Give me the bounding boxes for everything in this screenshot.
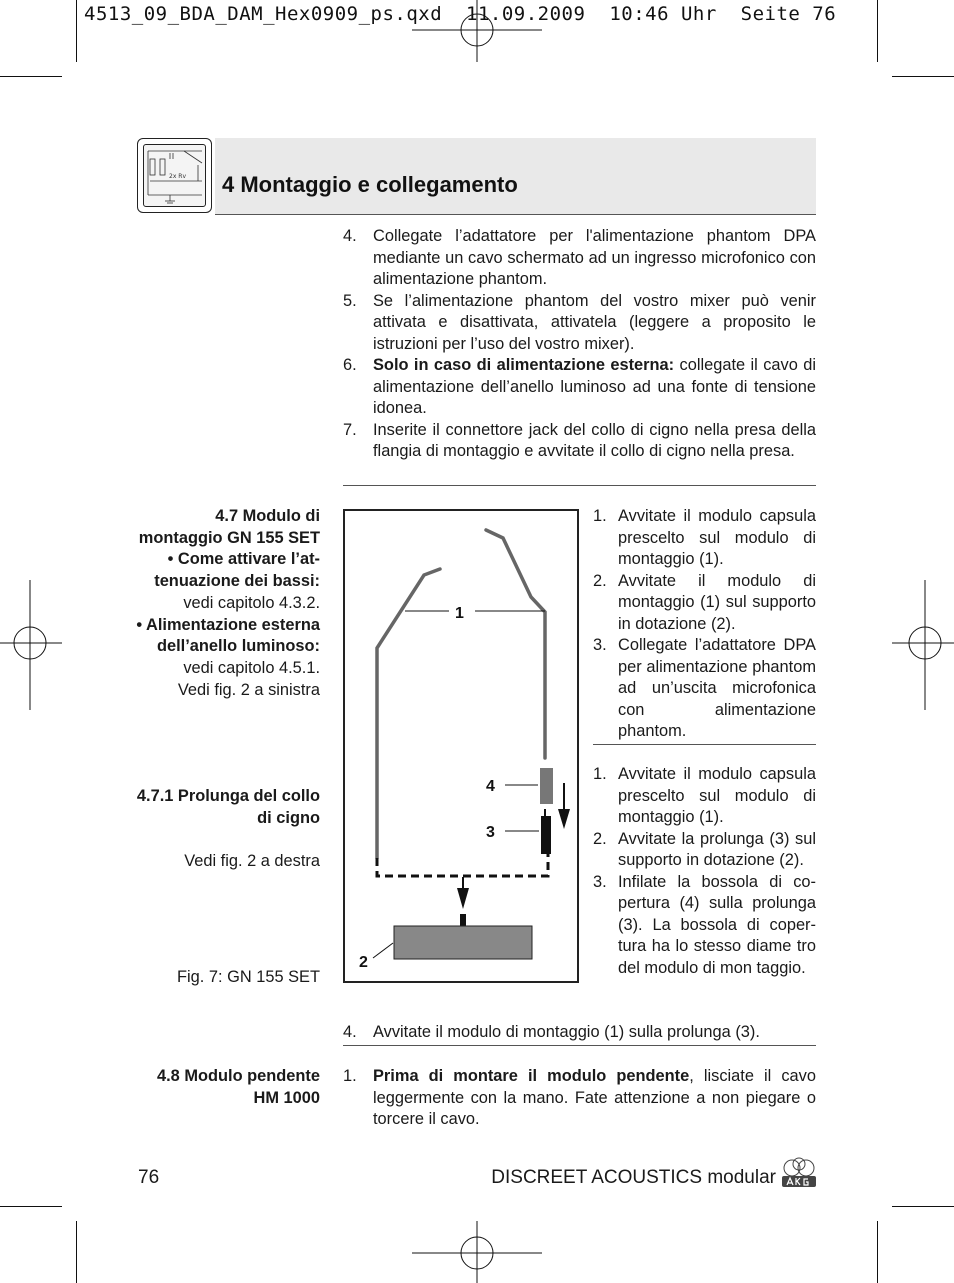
section-heading-4-7-1: 4.7.1 Prolunga del collo di cigno	[136, 787, 320, 827]
step-item	[343, 1066, 816, 1131]
step-text: Infilate la bossola di copertura (4) sulla prolunga (3). La bossola di copertura ha lo stesso diame tro del modulo di mon taggio.	[618, 872, 816, 977]
step-item	[593, 764, 816, 829]
icon-label: 2x Rv	[169, 173, 186, 180]
figure-caption: Fig. 7: GN 155 SET	[176, 968, 320, 986]
step-bold: Solo in caso di alimentazione esterna:	[373, 356, 675, 374]
step-bold: Prima di montare il modulo pendente	[373, 1067, 690, 1085]
step-item	[343, 420, 816, 463]
gooseneck-illustration	[345, 511, 577, 981]
step-item	[343, 226, 816, 291]
section-heading-4-8: 4.8 Modulo pendente HM 1000	[156, 1067, 320, 1107]
registration-mark-bottom	[412, 1221, 542, 1283]
registration-mark-top	[412, 0, 542, 62]
registration-mark-left	[0, 580, 62, 710]
step-number: 1.	[593, 507, 607, 525]
bullet-external-power: • Alimentazione esterna dell’anello luminoso: vedi capitolo 4.5.1.	[136, 615, 320, 677]
step-text: Collegate l’adattatore DPA per alimentazione phantom ad un’uscita microfonica con alimentazione phantom.	[618, 636, 816, 740]
top-steps	[343, 226, 816, 463]
step-number: 4.	[343, 227, 357, 245]
step-text: Avvitate il modulo capsula prescelto sul modulo di montaggio (1).	[618, 507, 816, 568]
step-item	[593, 571, 816, 636]
section-4-7-1-step-4: 4. Avvitate il modulo di montaggio (1) sulla prolunga (3).	[343, 1023, 760, 1041]
section-4-7-steps	[593, 506, 816, 743]
registration-mark-right	[892, 580, 954, 710]
step-item	[593, 506, 816, 571]
print-slug: 4513_09_BDA_DAM_Hex0909_ps.qxd 11.09.2009 10:46 Uhr Seite 76	[84, 3, 837, 25]
step-text: Avvitate la prolunga (3) sul supporto in dotazione (2).	[618, 829, 816, 869]
step-text: Inserite il connettore jack del collo di cigno nella presa della flangia di montaggio e avvitate il collo di cigno nella presa.	[373, 420, 816, 460]
step-number: 1.	[343, 1067, 357, 1085]
step-item	[593, 635, 816, 743]
step-number: 3.	[593, 636, 607, 654]
callout-3: 3	[486, 824, 495, 841]
callout-2: 2	[359, 954, 368, 971]
step-number: 5.	[343, 291, 357, 310]
section-divider-4-7-1	[343, 1045, 816, 1046]
mount-base	[394, 926, 532, 959]
step-text: collegate il cavo di alimentazione dell’anello luminoso ad una fonte di tensione idonea.	[373, 356, 816, 417]
step-number: 2.	[593, 829, 607, 848]
step-text: Avvitate il modulo di montaggio (1) sul supporto in dotazione (2).	[618, 571, 816, 633]
step-item	[593, 872, 816, 980]
callout-1: 1	[455, 605, 464, 622]
bullet-bass-attenuation: • Come attivare l’attenuazione dei bassi: vedi capitolo 4.3.2.	[154, 550, 320, 612]
step-text: Collegate l’adattatore per l'alimentazione phantom DPA mediante un cavo schermato ad un ingresso microfonico con alimentazione phantom.	[373, 227, 816, 288]
step-number: 2.	[593, 571, 607, 590]
section-heading-4-7: 4.7 Modulo di montaggio GN 155 SET	[138, 507, 320, 547]
step-item	[343, 355, 816, 420]
section-4-7-1-sidebar	[135, 786, 320, 873]
chapter-icon	[137, 138, 212, 213]
step-number: 7.	[343, 420, 357, 439]
akg-logo-icon	[780, 1157, 818, 1189]
figure-gn155-set	[343, 509, 579, 983]
page-number: 76	[138, 1167, 160, 1188]
step-item	[593, 829, 816, 872]
chapter-title: 4 Montaggio e collegamento	[222, 172, 518, 197]
circuit-diagram-icon	[144, 145, 205, 206]
step-number: 1.	[593, 765, 607, 783]
section-4-7-1-steps	[593, 764, 816, 979]
callout-4: 4	[486, 778, 495, 795]
section-4-7-sidebar	[135, 506, 320, 701]
cover-sleeve	[540, 768, 553, 804]
step-item	[343, 291, 816, 356]
see-figure-left: Vedi fig. 2 a sinistra	[177, 680, 320, 699]
section-divider	[343, 485, 816, 486]
footer-title: DISCREET ACOUSTICS modular	[491, 1167, 776, 1188]
section-4-8-steps	[343, 1066, 816, 1131]
step-text: Avvitate il modulo capsula prescelto sul modulo di montaggio (1).	[618, 765, 816, 826]
step-number: 6.	[343, 356, 357, 374]
section-divider-4-7	[593, 744, 816, 745]
section-4-8-sidebar	[135, 1066, 320, 1109]
step-text: Se l’alimentazione phantom del vostro mixer può venir attivata e disattivata, attivatela (leggere a proposito le istruzioni per l’uso del vostro mixer).	[373, 291, 816, 353]
extension	[541, 816, 551, 854]
step-text: , lisciate il cavo leggermente con la mano. Fate attenzione a non piegare o torcere il cavo.	[373, 1067, 816, 1128]
see-figure-right: Vedi fig. 2 a destra	[184, 852, 320, 871]
step-number: 3.	[593, 872, 607, 891]
